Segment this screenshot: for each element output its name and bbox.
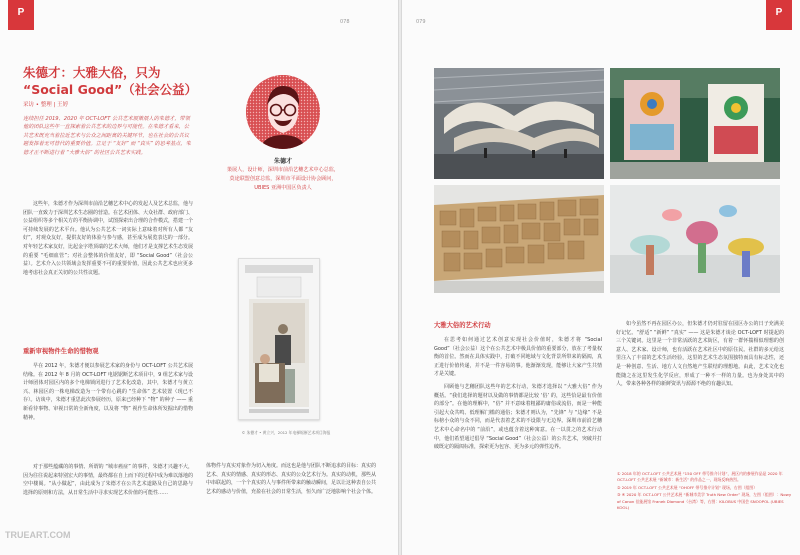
article-byline: 采访 • 整理 | 王婷 (23, 102, 69, 108)
profile-role-line: 莫途联盟创意总监，深圳市平面设计协会顾问， (229, 175, 337, 182)
body-paragraph: 在思考如何通过艺术创意实现社会价值时，朱德才将 “Social Good”（社会公益）这个在公共艺术中极具价值的重要部分，放在了考量权衡的首位。然而在具体实践中，打破不同地域与文化背景所带来的隔阂，真正进行价值传递，并不是一件容易的事。他渐渐发现，能够让大家产生共情才是关键。 (434, 337, 602, 378)
page-marker: P (8, 0, 34, 30)
page-number: 078 (340, 19, 350, 25)
body-paragraph: 早在 2012 年，朱德才便以参展艺术家的身份与 OCT-LOFT 公共艺术展结缘。在 2012 年 8 月的 OCT-LOFT 电锯锯断艺术项目中，9 组艺术家与设计师团体对园区内的多个电梯锁闭进行了艺术化改造，其中，朱德才与黄立兴、林园区的一株电梯改造为一个带有心跳的 “生命体” 艺术装置（现已不存）。访谈中，朱德才重思此次参展经历，原来已经种下 “物” 的种子 —— 重新看待事物、审视日常的全新角度，以及将 “物” 视作生命体所发掘出的惜物精神。 (23, 363, 193, 421)
body-paragraph: 体物件与真实对象作为切入角度。而这也是他与团队不断追求的目标：真实的艺术、真实的情感、真实的形态、真实的公众艺术行为。真实的动机，那些从中串联起的，一个个真实的人与事件所带来的触动瞬间，足以让这种表自公共艺术的感动与价值，充盈在社会的日常生活，恒久而广泛地影响个社会个体。 (206, 463, 376, 495)
photo-caption: ② 2019 年 OCT-LOFT 公共艺术展 “OHOFF 带号推介计划” 现场，右图（组图） (617, 484, 758, 490)
body-column-1b (23, 362, 193, 458)
photo-caption: ③ ④ 2020 年 OCT-LOFT 公共艺术展 “新城市美学 Truth New Order” 现场，左图（组图）：Nowy of Canon 佳能展馆 Franek Diamond（台湾）等，右图：KILOBUS 中国会 SNOOPOL (UBIES KOOL) (617, 492, 792, 511)
photo-captions (617, 471, 792, 512)
right-page (402, 0, 800, 555)
body-column-1 (23, 200, 193, 342)
profile-role-line: 策展人，设计师，深圳市前沿艺穗艺术中心总监， (226, 167, 340, 173)
profile-roles (203, 166, 363, 192)
photo-colorful-panels (610, 68, 780, 179)
body-column-1 (434, 336, 602, 530)
page-marker: P (766, 0, 792, 30)
body-paragraph: 如今虽然不再在园区办公，但朱德才仍对驻留在园区办公的日子充满美好记忆。“舒适” “新鲜” “真实” —— 这是朱德才谈论 OCT-LOFT 时提起的三个关键词。这里是一个非常活跃的艺术街区，有着一群怀揣相似理想的创意人、艺术家、设计师，也有活跃在艺术社区中的原住民。社群的多元给这里注入了丰富的艺术生活经验，这里的艺术生态氛围独特而具有标志性，还是一种创意、生活、地方人文自然地产生联结的理想地。由此，艺术文化也能随之在这里发生化学反应，形成了一种不一样的力量。也为身处其中的人，带来各种各样的新鲜资讯与源源不绝的有趣认知。 (616, 321, 784, 388)
portrait-illustration (246, 75, 320, 149)
photo-cardboard-wall (434, 185, 604, 293)
photo-caption: ① 2018 年的 OCT-LOFT 公共艺术展 “150 OFF 带号推介计划”，展区内的参展作品是 2020 年 OCT-LOFT 公共艺术展 “新城市：新生活” 的作品之一，现场反响热烈。 (617, 471, 783, 483)
body-column-2 (616, 320, 784, 462)
photo-sculpture-objects (610, 185, 780, 293)
profile-name: 朱德才 (273, 158, 292, 165)
photo-warehouse-installation (434, 68, 604, 179)
left-page (0, 0, 398, 555)
watermark: TRUEART.COM (5, 530, 71, 540)
body-paragraph: 回顾他与艺穗团队这些年的艺术行动，朱德才选择以 “大雅大俗” 作为概括。“我们选择的题材以及做的事情都是比较 ‘俗’ 的，这些恰是最有价值的部分”。在他的理解中，“俗” 并不意味着粗鄙的庸俗或流俗，而是一种能引起大众共鸣、低理解门槛的通俗；朱德才则认为，“先锋” 与 “边缘” 不是标榜小众的与众不同，而是代表着艺术的不设限与无边界。深圳市前沿艺穗艺术中心命名中的 “前沿”，或也蕴含着这种寓意。在一以贯之的艺术行动中，他们希望通过倡导 “Social Good”（社会公益）的公共艺术，突破并打破既定的隔阂标准，探索更为包容、更为多元的弹性边界。 (434, 383, 602, 451)
article-title: 朱德才：大雅大俗，只为 “Social Good”（社会公益） (23, 65, 198, 97)
poster-caption: © 朱德才 • 黄立兴，2012 年电梯锯断艺术项目海报 (241, 430, 331, 435)
poster-image (238, 258, 320, 420)
body-paragraph: 对于那些蕴藏的的事情、所谓的 “城市癌症” 的事件，朱德才兴趣不大，因为往往说起来特别宏大的事情，最终都在自上而下的过程中成为难以落地的空中楼阁。“从小做起”，由此成为了朱德才在公共艺术道路及自己的思路与选择的原则和方法，从日常生活中寻求实现艺术价值的可能性…… (23, 464, 193, 496)
article-lead: 连续担任 2019、2020 年 OCT-LOFT 公共艺术展策展人的朱德才，带领他的团队这些年一直探索着公共艺术的边界与可能性。在朱德才看来，公共艺术既充当着拉近艺术与公众之间距离的关键环节，也在社会的公共议题发挥着无可替代的重要价值。立足于 “友好” 而 “真实” 的思考基点，朱德才正不断进行着 “大雅大俗” 的社区公共艺术实践。 (23, 116, 191, 156)
profile-role-line: UBIES 亚洲中国区负责人 (254, 184, 312, 191)
section-heading: 重新审视物件生命的惜物观 (23, 348, 99, 355)
page-number: 079 (416, 19, 426, 25)
body-paragraph: 这些年，朱德才作为深圳市前沿艺穗艺术中心的发起人及艺术总监，他与团队一直致力于深圳艺术生态圈的营造。在艺术团体、大众社群、政府部门、公益组织等多个相关方的平衡协调中，试图探索出合理的合作模式，搭建一个可持续发展的艺术平台。他认为公共艺术一词实际上意味着对所有人都 “友好”，对观众友好，提供友好的体验与参与感，甚至成为展览表达的一部分。对年轻艺术家友好，比起金字塔顶端的艺术大师，他们才是支撑艺术生态发展的重要 “毛细血管”；对社会整体的价值友好，即 “Social Good”（社会公益）。艺术介入公共领域会发挥重要不可的重要价值，因此公共艺术也应更多地考虑社会真正关切的公共性议题。 (23, 201, 193, 276)
body-column-2 (206, 462, 376, 542)
section-heading: 大雅大俗的艺术行动 (434, 322, 491, 329)
